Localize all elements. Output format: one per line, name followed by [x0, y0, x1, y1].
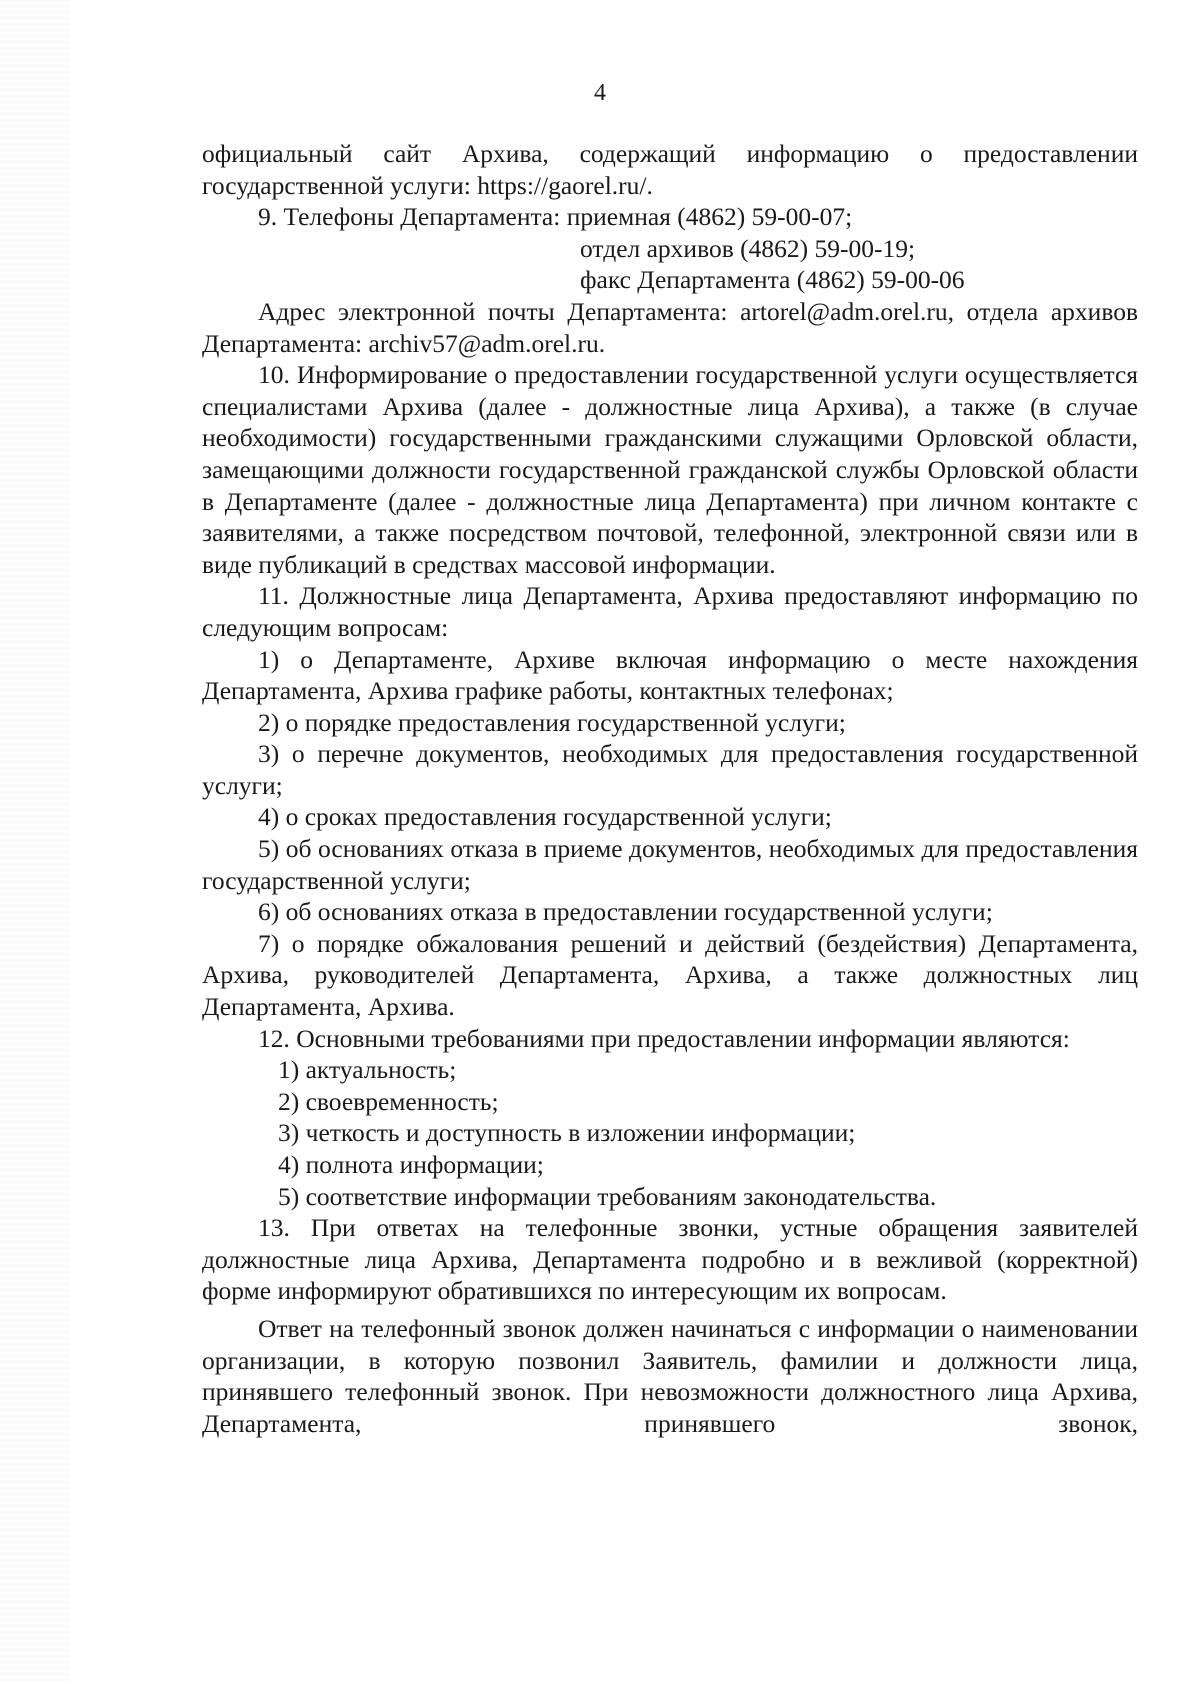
list-item: 5) об основаниях отказа в приеме документов, необходимых для предоставления государственной услуги;	[202, 834, 1138, 895]
list-item: 4) о сроках предоставления государственной услуги;	[258, 802, 832, 832]
paragraph: Адрес электронной почты Департамента: artorel@adm.orel.ru, отдела архивов Департамента: archiv57@adm.orel.ru.	[202, 296, 1138, 358]
list-item: 2) о порядке предоставления государственной услуги;	[258, 707, 846, 737]
scan-edge-noise	[0, 0, 70, 1681]
document-body	[202, 138, 1138, 1439]
page-number: 4	[594, 80, 606, 106]
phone-line: факс Департамента (4862) 59-00-06	[580, 265, 965, 295]
paragraph: 9. Телефоны Департамента: приемная (4862) 59-00-07;	[258, 202, 853, 232]
list-item: 6) об основаниях отказа в предоставлении государственной услуги;	[258, 897, 993, 927]
list-item: 7) о порядке обжалования решений и действий (бездействия) Департамента, Архива, руководителей Департамента, Архива, а также должностных лиц Департамента, Архива.	[202, 928, 1138, 1022]
paragraph: 10. Информирование о предоставлении государственной услуги осуществляется специалистами Архива (далее - должностные лица Архива), а также (в случае необходимости) государственными гражданскими служащими Орловской области, замещающими должности государственной гражданской службы Орловской области в Департаменте (далее - должностные лица Департамента) при личном контакте с заявителями, а также посредством почтовой, телефонной, электронной связи или в виде публикаций в средствах массовой информации.	[202, 360, 1138, 579]
phone-line: отдел архивов (4862) 59-00-19;	[580, 233, 916, 263]
list-item: 1) актуальность;	[278, 1055, 457, 1085]
list-item: 3) четкость и доступность в изложении информации;	[278, 1118, 856, 1148]
list-item: 1) о Департаменте, Архиве включая информацию о месте нахождения Департамента, Архива графике работы, контактных телефонах;	[202, 644, 1138, 706]
paragraph: 11. Должностные лица Департамента, Архива предоставляют информацию по следующим вопросам:	[202, 581, 1138, 642]
paragraph: 13. При ответах на телефонные звонки, устные обращения заявителей должностные лица Архива, Департамента подробно и в вежливой (корректной) форме информируют обратившихся по интересующим их вопросам.	[202, 1213, 1138, 1306]
paragraph: официальный сайт Архива, содержащий информацию о предоставлении государственной услуги: https://gaorel.ru/.	[202, 139, 1138, 200]
paragraph: 12. Основными требованиями при предоставлении информации являются:	[258, 1023, 1070, 1053]
list-item: 2) своевременность;	[278, 1086, 499, 1116]
list-item: 3) о перечне документов, необходимых для предоставления государственной услуги;	[202, 739, 1138, 800]
list-item: 4) полнота информации;	[278, 1150, 544, 1179]
paragraph: Ответ на телефонный звонок должен начинаться с информации о наименовании организации, в которую позвонил Заявитель, фамилии и должности лица, принявшего телефонный звонок. При невозможности должностного лица Архива, Департамента, принявшего звонок,	[202, 1313, 1138, 1438]
list-item: 5) соответствие информации требованиям законодательства.	[278, 1181, 937, 1211]
